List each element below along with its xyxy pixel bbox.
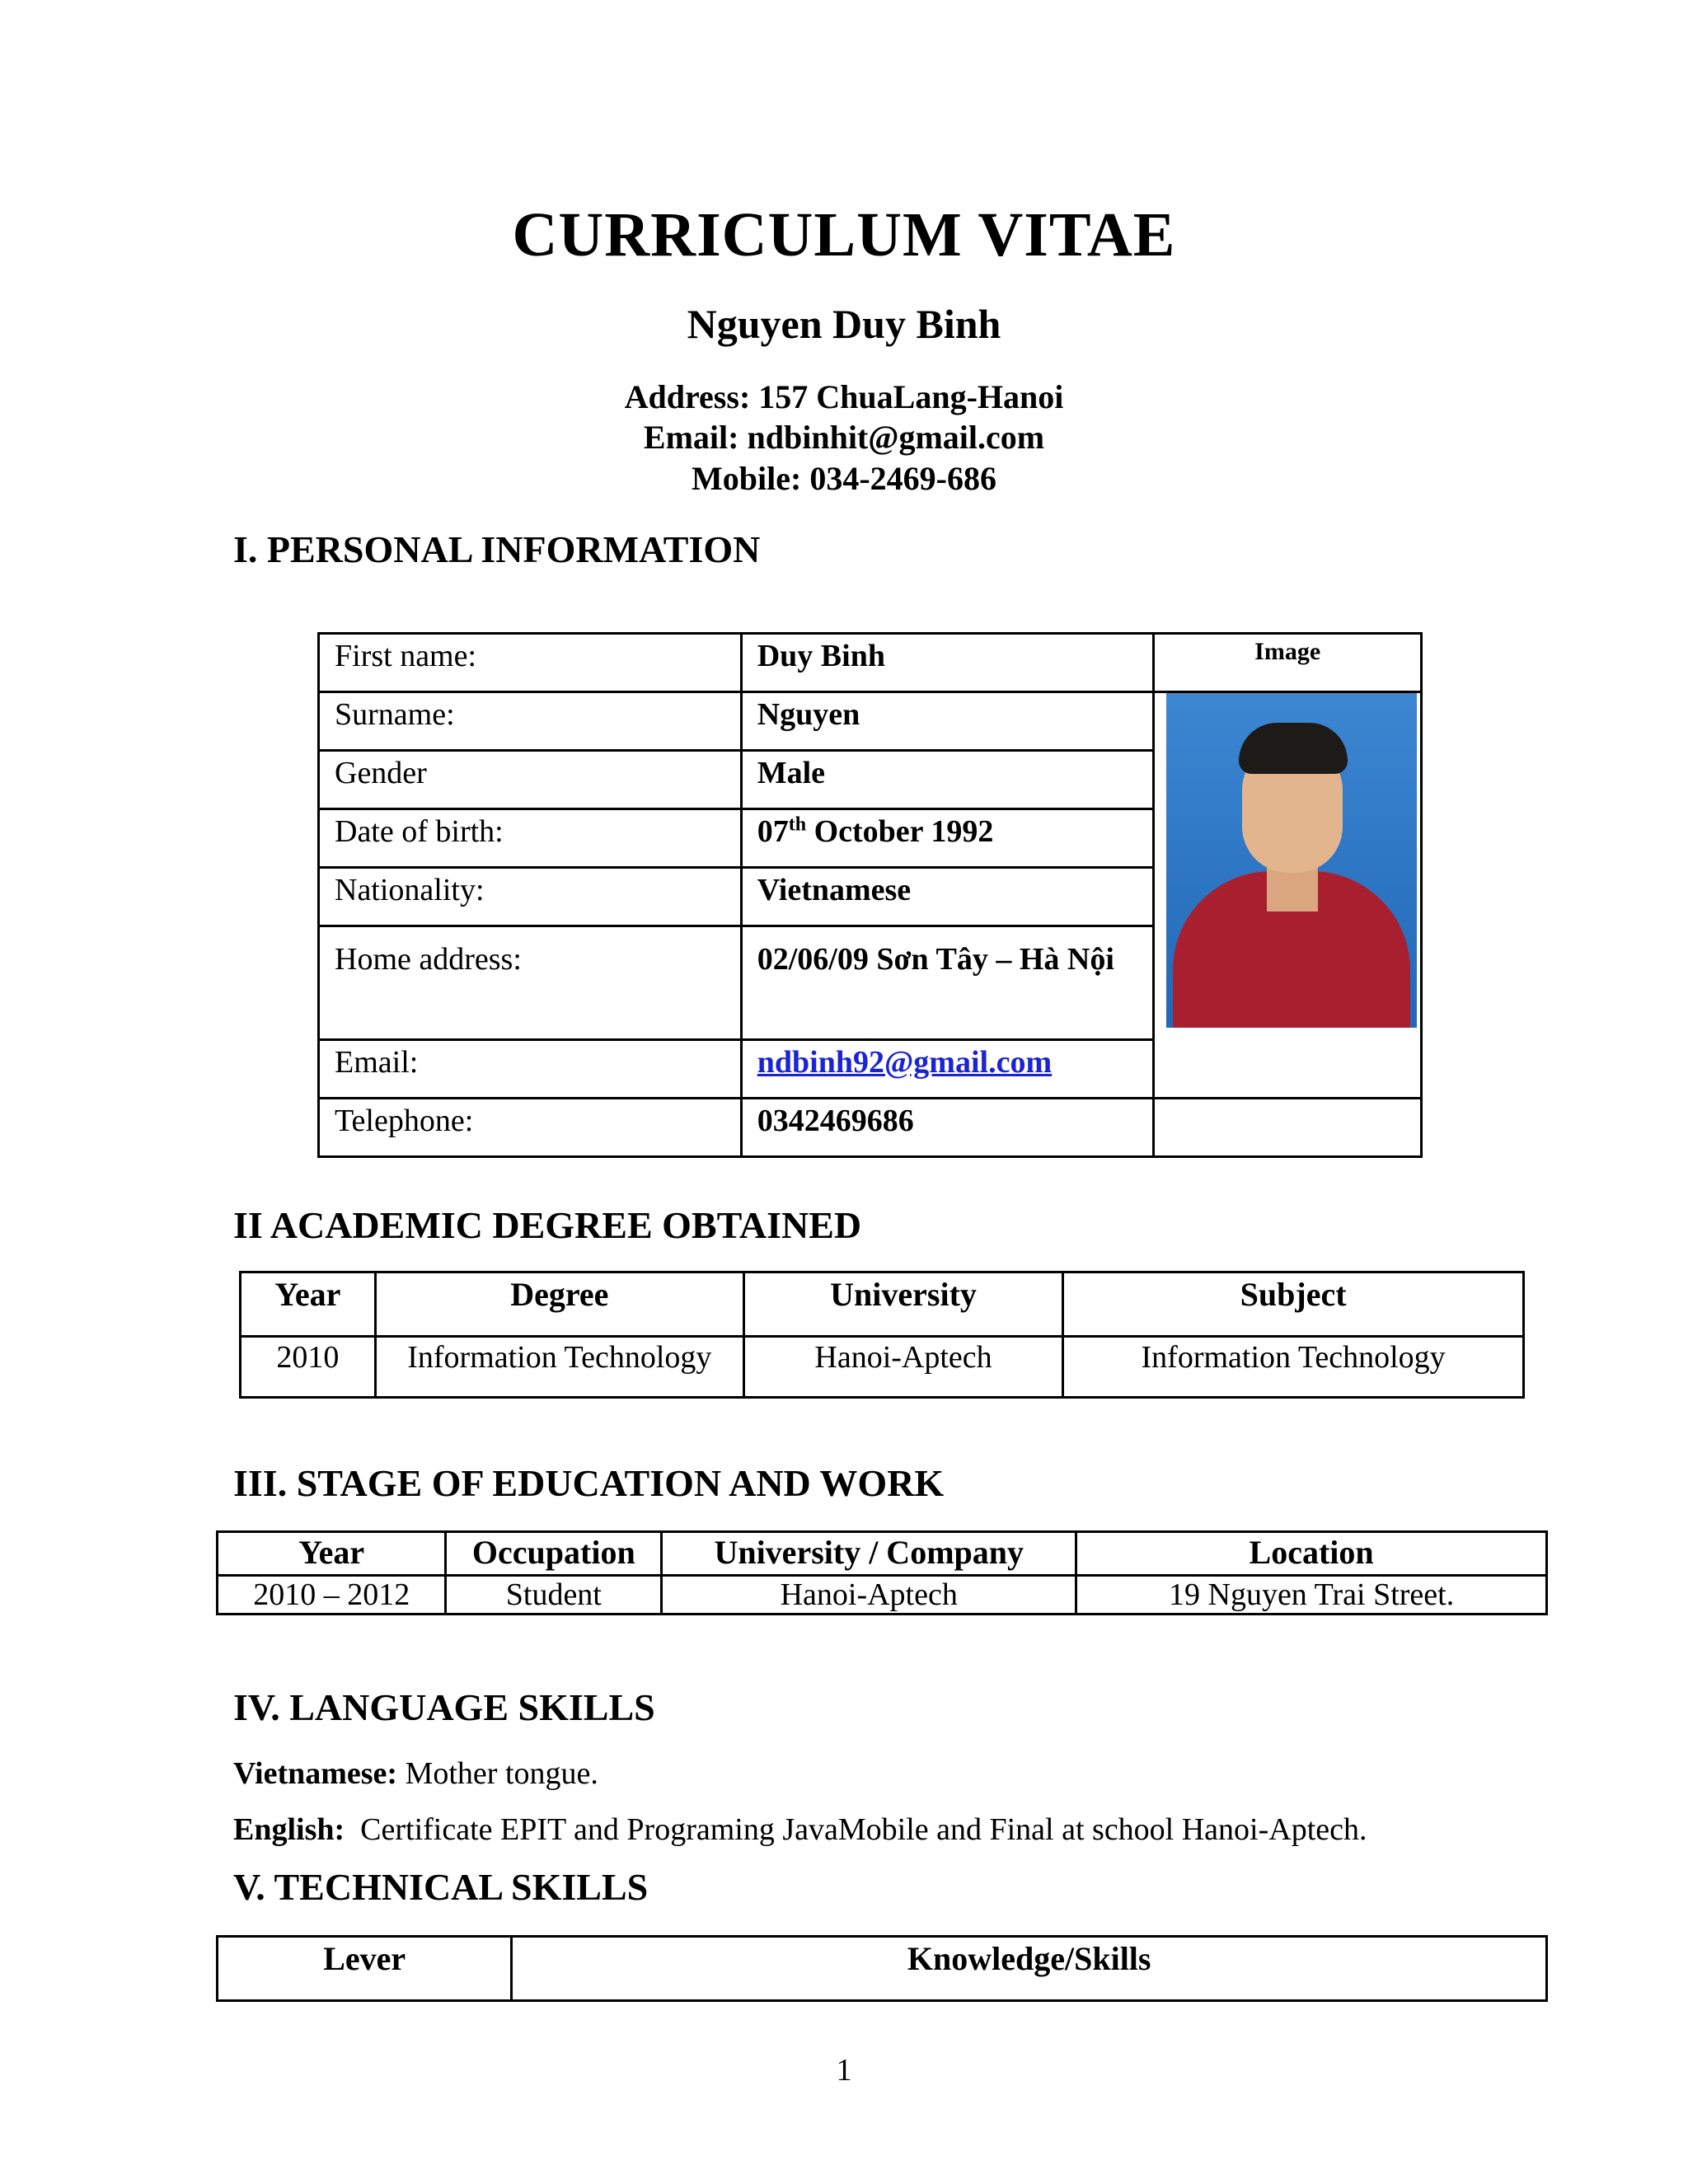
language-text: Mother tongue.: [397, 1756, 598, 1791]
document-title: CURRICULUM VITAE: [512, 200, 1176, 269]
table-cell: Hanoi-Aptech: [662, 1576, 1076, 1615]
label-cell: Telephone:: [319, 1099, 742, 1157]
table-row: [319, 1099, 1422, 1157]
table-row: [319, 634, 1422, 692]
page-number: 1: [836, 2053, 852, 2088]
table-cell: 19 Nguyen Trai Street.: [1076, 1576, 1547, 1615]
personal-info-table: [317, 632, 1423, 1158]
label-cell: Surname:: [319, 692, 742, 751]
value-cell: 02/06/09 Sơn Tây – Hà Nội: [741, 926, 1154, 1040]
column-header: Occupation: [446, 1532, 662, 1576]
value-cell: 0342469686: [741, 1099, 1154, 1157]
label-cell: First name:: [319, 634, 742, 692]
applicant-name: Nguyen Duy Binh: [687, 301, 1001, 347]
contact-email: Email: ndbinhit@gmail.com: [643, 419, 1045, 456]
section-heading-personal: I. PERSONAL INFORMATION: [233, 528, 761, 570]
section-heading-language: IV. LANGUAGE SKILLS: [233, 1686, 655, 1728]
column-header: Lever: [218, 1937, 512, 2001]
language-vietnamese: [233, 1755, 598, 1792]
column-header: University: [743, 1272, 1062, 1337]
section-heading-academic: II ACADEMIC DEGREE OBTAINED: [233, 1204, 862, 1246]
language-text: Certificate EPIT and Programing JavaMobile and Final at school Hanoi-Aptech.: [345, 1812, 1367, 1847]
dob-day: 07: [757, 814, 789, 849]
language-english: [233, 1811, 1367, 1848]
dob-rest: October 1992: [806, 814, 994, 849]
table-cell: 2010: [241, 1337, 376, 1398]
value-cell: Nguyen: [741, 692, 1154, 751]
column-header: Subject: [1063, 1272, 1524, 1337]
language-label: English:: [233, 1812, 345, 1847]
academic-table: [239, 1271, 1525, 1399]
label-cell: Nationality:: [319, 868, 742, 926]
label-cell: Date of birth:: [319, 809, 742, 868]
language-label: Vietnamese:: [233, 1756, 398, 1791]
dob-suffix: th: [788, 813, 807, 836]
contact-mobile: Mobile: 034-2469-686: [692, 460, 996, 497]
label-cell: Email:: [319, 1040, 742, 1099]
column-header: Degree: [375, 1272, 743, 1337]
column-header: Year: [241, 1272, 376, 1337]
table-header-row: [218, 1532, 1547, 1576]
column-header: Location: [1076, 1532, 1547, 1576]
column-header: Year: [218, 1532, 446, 1576]
section-heading-technical: V. TECHNICAL SKILLS: [233, 1866, 649, 1908]
value-cell: Vietnamese: [741, 868, 1154, 926]
table-cell: Student: [446, 1576, 662, 1615]
image-label: Image: [1254, 638, 1321, 665]
contact-address: Address: 157 ChuaLang-Hanoi: [624, 378, 1064, 415]
table-cell: 2010 – 2012: [218, 1576, 446, 1615]
value-cell: [741, 1040, 1154, 1099]
label-cell: Gender: [319, 751, 742, 809]
technical-table: [216, 1935, 1548, 2002]
table-cell: Hanoi-Aptech: [743, 1337, 1062, 1398]
empty-cell: [1154, 1099, 1422, 1157]
stage-table: [216, 1530, 1548, 1615]
table-row: [218, 1576, 1547, 1615]
value-cell: Male: [741, 751, 1154, 809]
table-cell: Information Technology: [1063, 1337, 1524, 1398]
table-row: [319, 692, 1422, 751]
column-header: University / Company: [662, 1532, 1076, 1576]
label-cell: Home address:: [319, 926, 742, 1040]
image-header-cell: [1154, 634, 1422, 692]
section-heading-stage: III. STAGE OF EDUCATION AND WORK: [233, 1462, 945, 1504]
column-header: Knowledge/Skills: [512, 1937, 1547, 2001]
table-header-row: [218, 1937, 1547, 2001]
value-cell: Duy Binh: [741, 634, 1154, 692]
email-link[interactable]: ndbinh92@gmail.com: [757, 1045, 1053, 1080]
profile-photo: [1166, 693, 1417, 1028]
table-cell: Information Technology: [375, 1337, 743, 1398]
table-header-row: [241, 1272, 1524, 1337]
photo-cell: [1154, 692, 1422, 1099]
value-cell: [741, 809, 1154, 868]
table-row: [241, 1337, 1524, 1398]
